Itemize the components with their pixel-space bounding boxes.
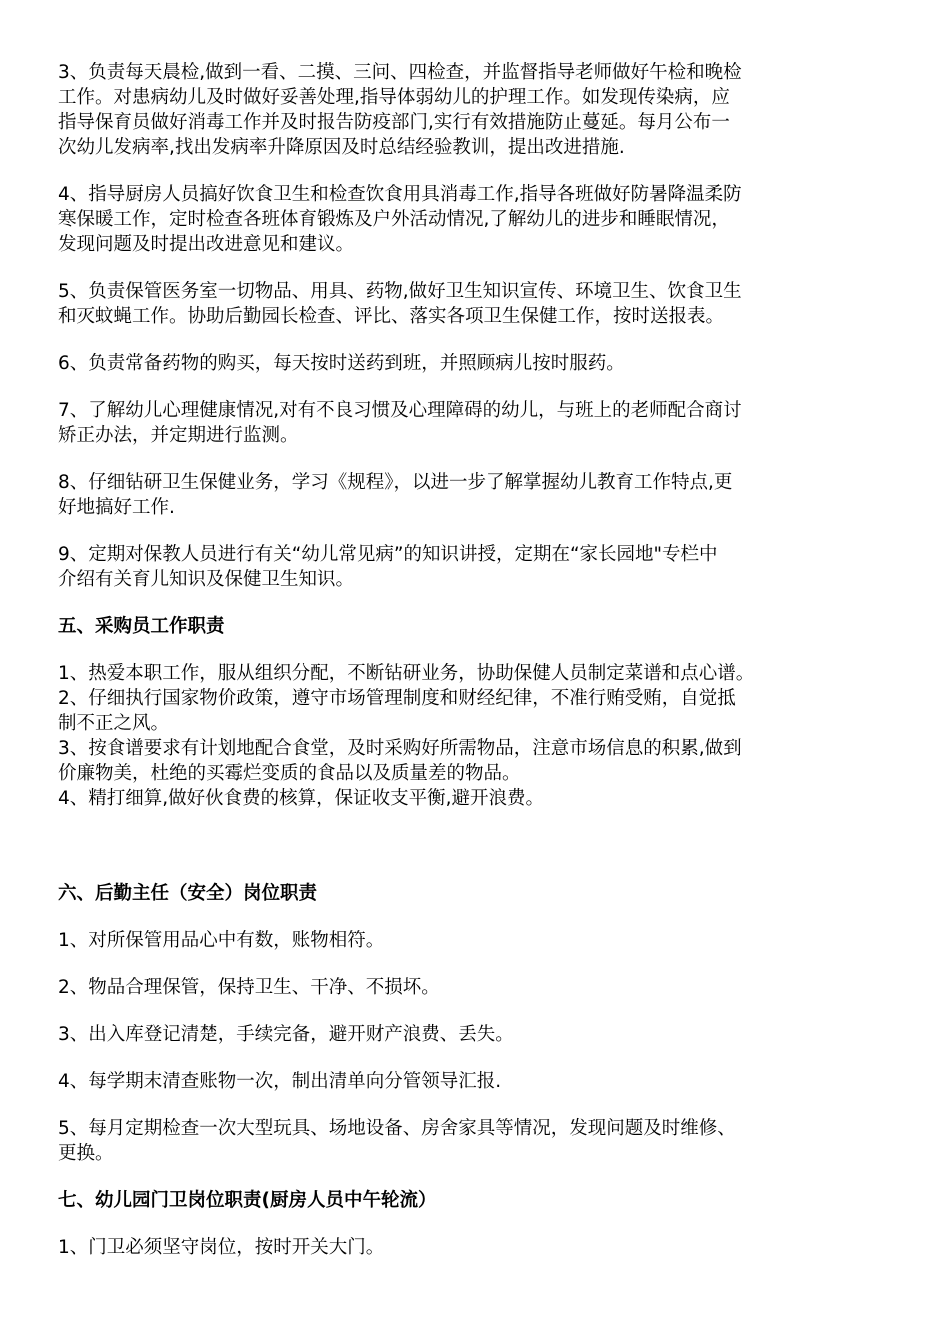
text-line: 更换。 <box>58 1143 114 1164</box>
text-line: 2、物品合理保管，保持卫生、干净、不损坏。 <box>58 977 440 998</box>
text-line: 工作。对患病幼儿及时做好妥善处理,指导体弱幼儿的护理工作。如发现传染病，应 <box>58 87 730 108</box>
section6-item-5 <box>58 1116 900 1166</box>
text-line: 1、门卫必须坚守岗位，按时开关大门。 <box>58 1237 385 1258</box>
section4-list <box>58 60 900 592</box>
section7 <box>58 1188 900 1260</box>
section4-item-7 <box>58 398 900 448</box>
text-line: 3、按食谱要求有计划地配合食堂，及时采购好所需物品，注意市场信息的积累,做到 <box>58 738 742 759</box>
text-line: 2、仔细执行国家物价政策，遵守市场管理制度和财经纪律，不准行贿受贿，自觉抵 <box>58 688 736 709</box>
section7-heading: 七、幼儿园门卫岗位职责(厨房人员中午轮流） <box>58 1190 437 1211</box>
section5-item-3 <box>58 736 900 786</box>
text-line: 介绍有关育儿知识及保健卫生知识。 <box>58 569 355 590</box>
text-line: 矫正办法，并定期进行监测。 <box>58 425 299 446</box>
text-line: 6、负责常备药物的购买，每天按时送药到班，并照顾病儿按时服药。 <box>58 353 625 374</box>
text-line: 1、热爱本职工作，服从组织分配，不断钻研业务，协助保健人员制定菜谱和点心谱。 <box>58 663 755 684</box>
text-line: 7、了解幼儿心理健康情况,对有不良习惯及心理障碍的幼儿，与班上的老师配合商讨 <box>58 400 742 421</box>
text-line: 价廉物美，杜绝的买霉烂变质的食品以及质量差的物品。 <box>58 763 521 784</box>
text-line: 1、对所保管用品心中有数，账物相符。 <box>58 930 385 951</box>
section6-item-3 <box>58 1022 900 1047</box>
section4-item-9 <box>58 542 900 592</box>
section5-item-4 <box>58 786 900 811</box>
section4-item-4 <box>58 182 900 257</box>
section5-item-2 <box>58 686 900 736</box>
section6-item-2 <box>58 975 900 1000</box>
text-line: 次幼儿发病率,找出发病率升降原因及时总结经验教训，提出改进措施. <box>58 137 625 158</box>
spacer <box>58 811 900 859</box>
section6-item-4 <box>58 1069 900 1094</box>
text-line: 好地搞好工作. <box>58 497 175 518</box>
section6-item-1 <box>58 928 900 953</box>
text-line: 4、每学期末清查账物一次，制出清单向分管领导汇报. <box>58 1071 502 1092</box>
section5 <box>58 614 900 811</box>
text-line: 发现问题及时提出改进意见和建议。 <box>58 234 355 255</box>
text-line: 9、定期对保教人员进行有关“幼儿常见病”的知识讲授，定期在“家长园地"专栏中 <box>58 544 718 565</box>
section5-item-1 <box>58 661 900 686</box>
text-line: 3、出入库登记清楚，手续完备，避开财产浪费、丢失。 <box>58 1024 514 1045</box>
text-line: 寒保暖工作，定时检查各班体育锻炼及户外活动情况,了解幼儿的进步和睡眠情况， <box>58 209 730 230</box>
text-line: 4、精打细算,做好伙食费的核算，保证收支平衡,避开浪费。 <box>58 788 545 809</box>
text-line: 5、负责保管医务室一切物品、用具、药物,做好卫生知识宣传、环境卫生、饮食卫生 <box>58 281 742 302</box>
section6-heading: 六、后勤主任（安全）岗位职责 <box>58 883 318 904</box>
section4-item-5 <box>58 279 900 329</box>
text-line: 和灭蚊蝇工作。协助后勤园长检查、评比、落实各项卫生保健工作，按时送报表。 <box>58 306 725 327</box>
text-line: 8、仔细钻研卫生保健业务，学习《规程》，以进一步了解掌握幼儿教育工作特点,更 <box>58 472 733 493</box>
section7-item-1 <box>58 1235 900 1260</box>
section6 <box>58 881 900 1166</box>
section4-item-3 <box>58 60 900 160</box>
section4-item-8 <box>58 470 900 520</box>
text-line: 指导保育员做好消毒工作并及时报告防疫部门,实行有效措施防止蔓延。每月公布一 <box>58 112 730 133</box>
section4-item-6 <box>58 351 900 376</box>
section5-heading: 五、采购员工作职责 <box>58 616 225 637</box>
text-line: 3、负责每天晨检,做到一看、二摸、三问、四检查，并监督指导老师做好午检和晚检 <box>58 62 742 83</box>
text-line: 制不正之风。 <box>58 713 170 734</box>
text-line: 5、每月定期检查一次大型玩具、场地设备、房舍家具等情况，发现问题及时维修、 <box>58 1118 736 1139</box>
text-line: 4、指导厨房人员搞好饮食卫生和检查饮食用具消毒工作,指导各班做好防暑降温柔防 <box>58 184 742 205</box>
